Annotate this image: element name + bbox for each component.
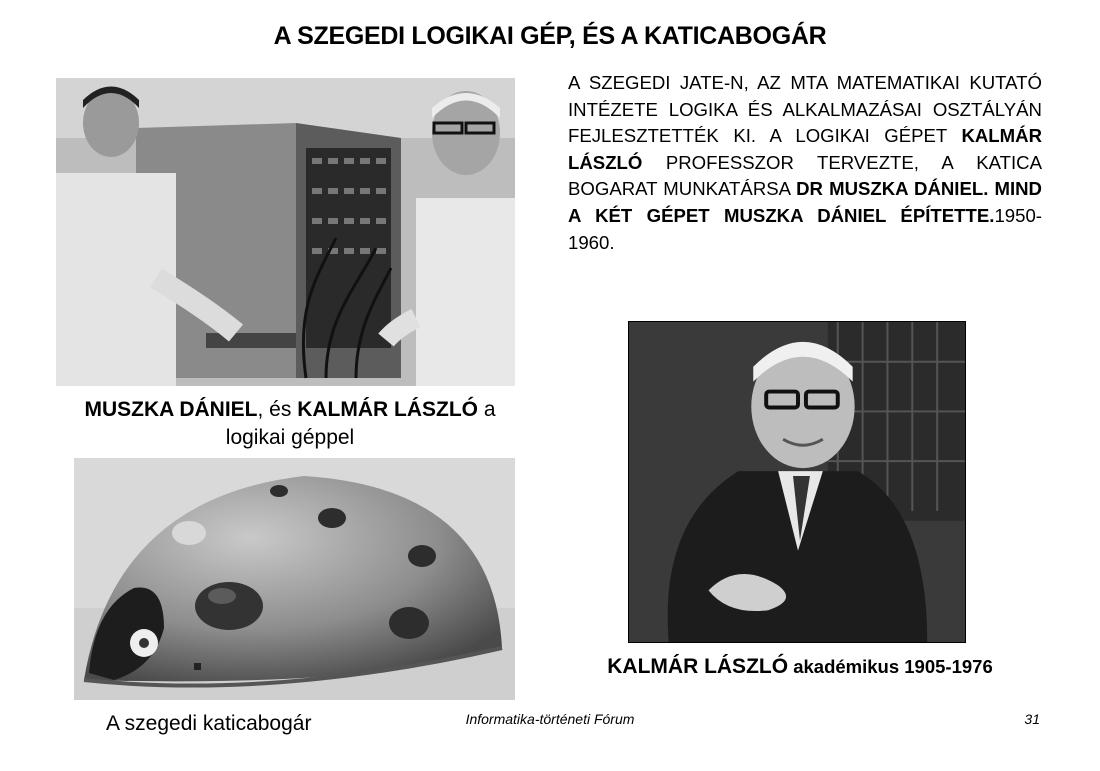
description-part-2: PROFESSZOR TERVEZTE, A KATICA BOGARAT MUNKATÁRSA <box>568 151 1042 200</box>
portrait-caption-rest: akadémikus 1905-1976 <box>788 656 993 677</box>
slide-title: A SZEGEDI LOGIKAI GÉP, ÉS A KATICABOGÁR <box>273 22 827 50</box>
caption-name-kalmar: KALMÁR LÁSZLÓ <box>297 398 479 421</box>
ladybug-photo-caption: A szegedi katicabogár <box>106 712 312 735</box>
page-number: 31 <box>1024 711 1040 727</box>
caption-rest: a logikai géppel <box>225 398 496 449</box>
description-part-1: A SZEGEDI JATE-N, AZ MTA MATEMATIKAI KUTATÓ INTÉZETE LOGIKA ÉS ALKALMAZÁSAI OSZTÁLYÁN FEJLESZTETTÉK KI. A LOGIKAI GÉPET <box>568 72 1042 147</box>
footer-text: Informatika-történeti Fórum <box>465 711 635 727</box>
portrait-caption <box>560 652 1040 681</box>
description-bold-1: KALMÁR LÁSZLÓ <box>568 125 1042 173</box>
description-bold-2: DR MUSZKA DÁNIEL. MIND A KÉT GÉPET MUSZKA DÁNIEL ÉPÍTETTE. <box>568 178 1042 226</box>
caption-separator: , és <box>257 398 298 421</box>
machine-photo-caption <box>60 396 520 452</box>
portrait-caption-name: KALMÁR LÁSZLÓ <box>607 655 789 678</box>
ladybug-photo <box>74 458 515 700</box>
description-text <box>568 70 1042 256</box>
caption-name-muszka: MUSZKA DÁNIEL <box>84 398 258 421</box>
kalmar-portrait-photo <box>628 321 966 643</box>
description-part-3: 1950-1960. <box>568 204 1042 253</box>
logic-machine-photo <box>56 78 515 386</box>
